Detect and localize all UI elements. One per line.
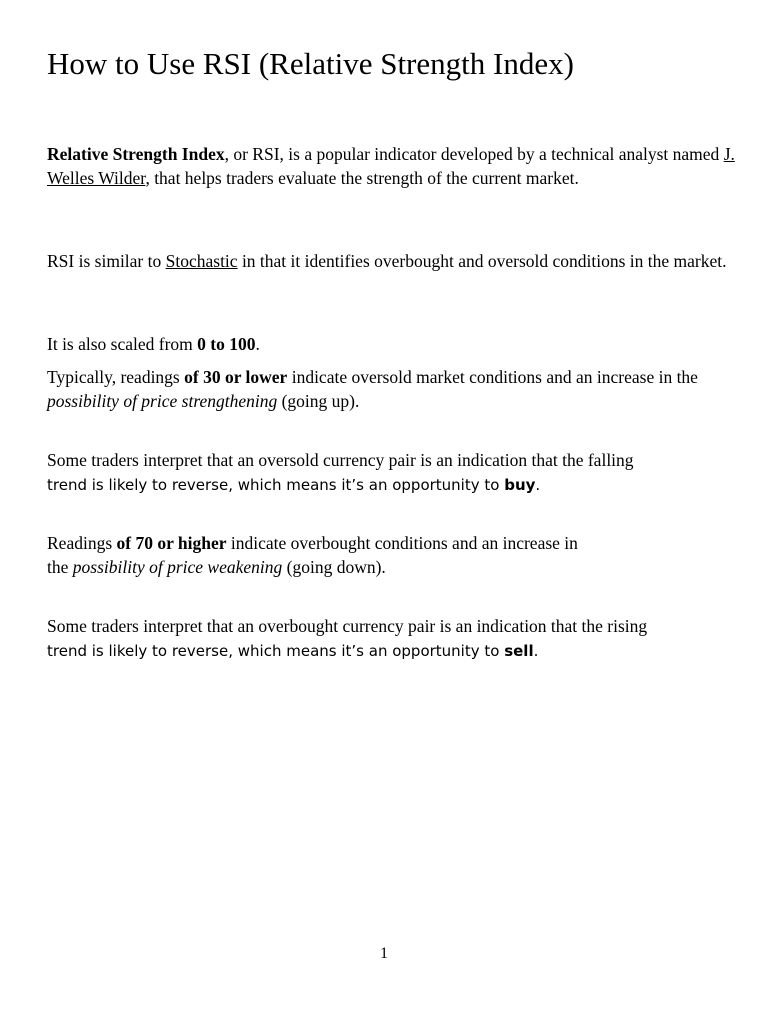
scale-range: 0 to 100 — [197, 334, 256, 354]
sell-text-3: . — [533, 641, 539, 660]
paragraph-intro — [47, 143, 737, 190]
buy-line-1: Some traders interpret that an oversold currency pair is an indication that the falling — [47, 450, 634, 470]
link-j-welles-wilder[interactable]: J. Welles Wilder — [47, 144, 735, 188]
link-stochastic[interactable]: Stochastic — [165, 251, 238, 271]
oversold-italic: possibility of price strengthening — [47, 390, 278, 411]
intro-text-1: , or RSI, is a popular indicator developed by a technical analyst named — [224, 144, 724, 164]
oversold-text-3: (going up). — [277, 390, 360, 411]
paragraph-buy — [47, 449, 737, 497]
buy-line-2 — [47, 476, 540, 494]
buy-text-3: . — [535, 475, 541, 494]
scale-text-1: It is also scaled from — [47, 334, 198, 354]
scale-text-2: . — [255, 334, 260, 354]
paragraph-overbought — [47, 532, 737, 579]
buy-keyword: buy — [504, 475, 536, 494]
term-relative-strength-index: Relative Strength Index — [47, 144, 225, 164]
overbought-text-1: Readings — [47, 533, 117, 553]
overbought-text-2: indicate overbought conditions and an increase in — [226, 533, 578, 553]
overbought-text-3: the — [47, 556, 73, 577]
buy-text-2: trend is likely to reverse, which means it’s an opportunity to — [47, 475, 505, 494]
overbought-threshold: of 70 or higher — [116, 533, 227, 553]
oversold-text-2: indicate oversold market conditions and an increase in the — [287, 367, 698, 387]
oversold-threshold: of 30 or lower — [184, 367, 288, 387]
sell-line-2 — [47, 642, 538, 660]
paragraph-scale — [47, 333, 737, 357]
sell-line-1: Some traders interpret that an overbought currency pair is an indication that the rising — [47, 616, 648, 636]
sell-text-2: trend is likely to reverse, which means it’s an opportunity to — [47, 641, 505, 660]
page-title: How to Use RSI (Relative Strength Index) — [47, 46, 574, 81]
intro-text-2: , that helps traders evaluate the strength of the current market. — [145, 167, 579, 188]
overbought-text-4: (going down). — [282, 556, 386, 577]
paragraph-oversold — [47, 366, 737, 413]
paragraph-sell — [47, 615, 737, 663]
oversold-text-1: Typically, readings — [47, 367, 185, 387]
stochastic-text-2: in that it identifies overbought and oversold conditions in the market. — [237, 251, 727, 271]
page-number: 1 — [380, 945, 388, 962]
stochastic-text-1: RSI is similar to — [47, 251, 166, 271]
overbought-italic: possibility of price weakening — [72, 556, 283, 577]
paragraph-stochastic — [47, 250, 737, 274]
sell-keyword: sell — [504, 641, 534, 660]
